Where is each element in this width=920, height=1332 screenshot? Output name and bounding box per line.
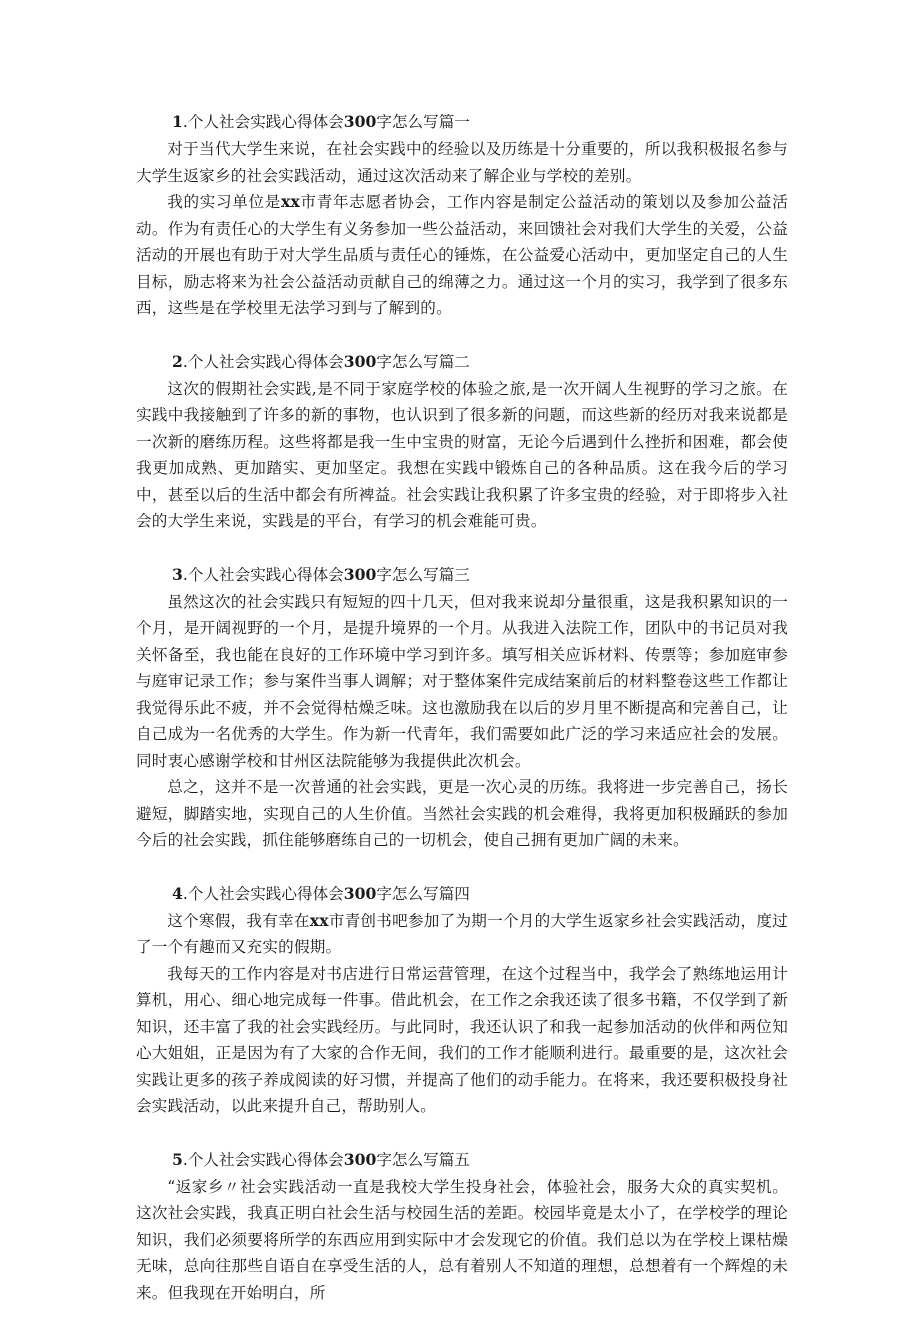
paragraph: 我的实习单位是xx市青年志愿者协会，工作内容是制定公益活动的策划以及参加公益活动。作为有责任心的大学生有义务参加一些公益活动，来回馈社会对我们大学生的关爱，公益活动的开展也有助于对大学生品质与责任心的锤炼，在公益爱心活动中，更加坚定自己的人生目标，励志将来为社会公益活动贡献自己的绵薄之力。通过这一个月的实习，我学到了很多东西，这些是在学校里无法学习到与了解到的。 bbox=[136, 192, 788, 317]
paragraph: 我每天的工作内容是对书店进行日常运营管理，在这个过程当中，我学会了熟练地运用计算机，用心、细心地完成每一件事。借此机会，在工作之余我还读了很多书籍，不仅学到了新知识，还丰富了我的社会实践经历。与此同时，我还认识了和我一起参加活动的伙伴和两位知心大姐姐，正是因为有了大家的合作无间，我们的工作才能顺利进行。最重要的是，这次社会实践让更多的孩子养成阅读的好习惯，并提高了他们的动手能力。在将来，我还要积极投身社会实践活动，以此来提升自己，帮助别人。 bbox=[136, 964, 788, 1115]
paragraph: 总之，这并不是一次普通的社会实践，更是一次心灵的历练。我将进一步完善自己，扬长避短，脚踏实地，实现自己的人生价值。当然社会实践的机会难得，我将更加积极踊跃的参加今后的社会实践，抓住能够磨练自己的一切机会，使自己拥有更加广阔的未来。 bbox=[136, 778, 788, 849]
paragraph: “返家乡〃社会实践活动一直是我校大学生投身社会，体验社会，服务大众的真实契机。这次社会实践，我真正明白社会生活与校园生活的差距。校园毕竟是太小了，在学校学的理论知识，我们必须要将所学的东西应用到实际中才会发现它的价值。我们总以为在学校上课枯燥无味，总向往那些自语自在享受生活的人，总有着别人不知道的理想，总想着有一个辉煌的未来。但我现在开始明白，所 bbox=[136, 1177, 788, 1302]
document-page bbox=[136, 108, 788, 1332]
section-2 bbox=[136, 348, 788, 535]
section-1 bbox=[136, 108, 788, 322]
section-4 bbox=[136, 880, 788, 1120]
section-heading: 1.个人社会实践心得体会300字怎么写篇一 bbox=[172, 112, 470, 131]
paragraph: 对于当代大学生来说，在社会实践中的经验以及历练是十分重要的，所以我积极报名参与大学生返家乡的社会实践活动，通过这次活动来了解企业与学校的差别。 bbox=[136, 140, 788, 185]
section-5 bbox=[136, 1146, 788, 1307]
section-heading: 2.个人社会实践心得体会300字怎么写篇二 bbox=[172, 351, 470, 371]
paragraph: 虽然这次的社会实践只有短短的四十几天，但对我来说却分量很重，这是我积累知识的一个月，是开阔视野的一个月，是提升境界的一个月。从我进入法院工作，团队中的书记员对我关怀备至，我也能在良好的工作环境中学习到许多。填写相关应诉材料、传票等；参加庭审参与庭审记录工作；参与案件当事人调解；对于整体案件完成结案前后的材料整卷这些工作都让我觉得乐此不疲，并不会觉得枯燥乏味。这也激励我在以后的岁月里不断提高和完善自己，让自己成为一名优秀的大学生。作为新一代青年，我们需要如此广泛的学习来适应社会的发展。同时衷心感谢学校和甘州区法院能够为我提供此次机会。 bbox=[136, 592, 788, 770]
paragraph: 这次的假期社会实践,是不同于家庭学校的体验之旅,是一次开阔人生视野的学习之旅。在实践中我接触到了许多的新的事物，也认识到了很多新的问题，而这些新的经历对我来说都是一次新的磨练历程。这些将都是我一生中宝贵的财富，无论今后遇到什么挫折和困难，都会使我更加成熟、更加踏实、更加坚定。我想在实践中锻炼自己的各种品质。这在我今后的学习中，甚至以后的生活中都会有所裨益。社会实践让我积累了许多宝贵的经验，对于即将步入社会的大学生来说，实践是的平台，有学习的机会难能可贵。 bbox=[136, 379, 788, 530]
section-heading: 5.个人社会实践心得体会300字怎么写篇五 bbox=[172, 1149, 470, 1169]
section-3 bbox=[136, 561, 788, 854]
section-heading: 4.个人社会实践心得体会300字怎么写篇四 bbox=[172, 883, 470, 903]
section-heading: 3.个人社会实践心得体会300字怎么写篇三 bbox=[172, 564, 470, 584]
paragraph: 这个寒假，我有幸在xx市青创书吧参加了为期一个月的大学生返家乡社会实践活动，度过了一个有趣而又充实的假期。 bbox=[136, 910, 788, 956]
